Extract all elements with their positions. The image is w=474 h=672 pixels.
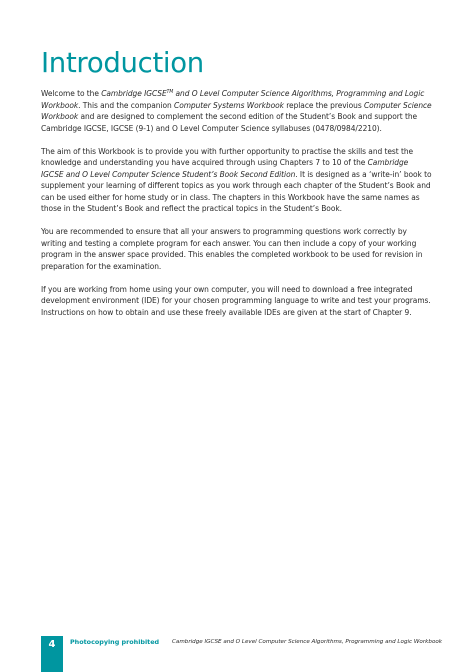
book-title-reference: Computer Science Workbook [41,99,432,121]
intro-paragraph-2 [41,146,433,215]
text-run: . It is designed as a ‘write-in’ book to supplement your learning of different topics as you work through each chapter of the Student’s Book and can be used either for home study or in class. The chapters in this Workbook have the same names as those in the Student’s Book and reflect the practical topics in the Student’s Book. [41,168,432,213]
text-run: The aim of this Workbook is to provide you with further opportunity to practise the skills and test the knowledge and understanding you have acquired through using Chapters 7 to 10 of the [41,145,414,167]
page-number-tab [41,636,63,672]
footer-book-title: Cambridge IGCSE and O Level Computer Science Algorithms, Programming and Logic Workbook [172,639,443,645]
text-run: Welcome to the [41,88,102,98]
book-title-reference: Cambridge IGCSE [101,88,167,98]
page-number: 4 [48,639,56,650]
page-title: Introduction [41,47,204,79]
text-run: . This and the companion [78,99,175,110]
book-title-reference: and O Level Computer Science Algorithms, Programming and Logic Workbook [41,88,425,110]
photocopying-notice: Photocopying prohibited [70,638,160,646]
text-run: replace the previous [283,99,364,110]
book-title-reference: Computer Systems Workbook [174,99,284,110]
book-title-reference: Cambridge IGCSE and O Level Computer Science Student’s Book Second Edition [41,157,409,179]
intro-paragraph-1 [41,88,433,134]
trademark-mark: TM [166,89,174,95]
intro-paragraph-4: If you are working from home using your own computer, you will need to download a free integrated development environment (IDE) for your chosen programming language to write and test your programs. Instructions on how to obtain and use these freely available IDEs are given at the start of Chapter 9. [41,283,431,317]
text-run: and are designed to complement the second edition of the Student’s Book and support the Cambridge IGCSE, IGCSE (9-1) and O Level Computer Science syllabuses (0478/0984/2210). [41,111,418,133]
body-text [41,88,433,318]
intro-paragraph-3: You are recommended to ensure that all your answers to programming questions work correctly by writing and testing a complete program for each answer. You can then include a copy of your working program in the answer space provided. This enables the completed workbook to be used for revision in preparation for the examination. [41,226,423,271]
